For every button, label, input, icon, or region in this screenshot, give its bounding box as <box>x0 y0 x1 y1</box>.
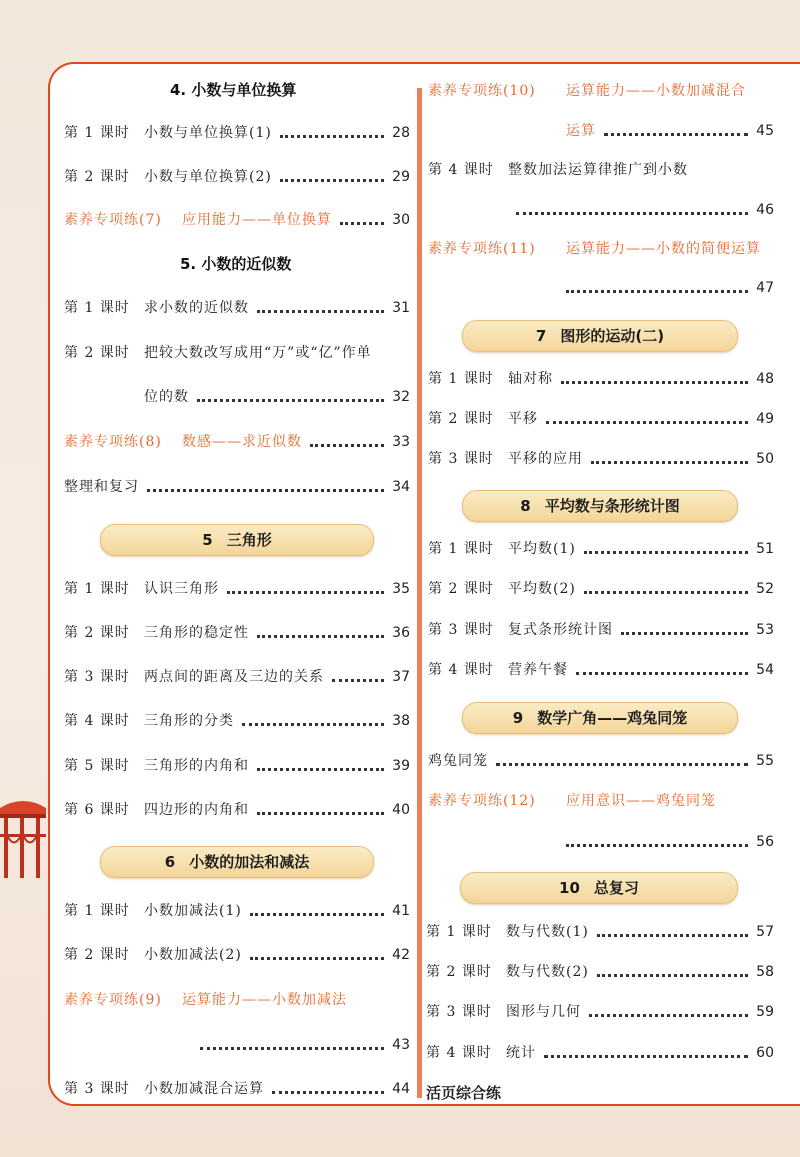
toc-entry-continued[interactable] <box>566 275 774 301</box>
lesson-label: 第 1 课时 <box>428 371 494 387</box>
toc-entry[interactable] <box>64 898 410 924</box>
page-number: 54 <box>756 662 774 678</box>
special-label: 素养专项练(10) <box>428 83 536 99</box>
lesson-label: 第 1 课时 <box>64 581 130 597</box>
dot-leader <box>591 461 748 464</box>
page-number: 58 <box>756 964 774 980</box>
pavilion-decoration-icon <box>0 790 46 880</box>
toc-entry-special[interactable] <box>428 78 774 104</box>
dot-leader <box>250 913 384 916</box>
lesson-label: 第 3 课时 <box>426 1004 492 1020</box>
entry-title: 运算能力——小数加减法 <box>182 992 347 1008</box>
dot-leader <box>280 135 384 138</box>
dot-leader <box>566 290 748 293</box>
chapter-banner-10 <box>460 872 738 904</box>
entry-title: 鸡兔同笼 <box>428 753 488 769</box>
chapter-title: 总复习 <box>593 879 639 897</box>
page-number: 44 <box>392 1081 410 1097</box>
toc-entry[interactable] <box>428 446 774 472</box>
lesson-label: 第 3 课时 <box>428 622 494 638</box>
chapter-number: 5 <box>202 531 213 549</box>
page-number: 29 <box>392 169 410 185</box>
toc-entry[interactable] <box>64 340 410 366</box>
toc-entry[interactable] <box>428 536 774 562</box>
dot-leader <box>257 310 384 313</box>
page-number: 48 <box>756 371 774 387</box>
toc-entry[interactable] <box>64 474 410 500</box>
toc-entry[interactable] <box>64 295 410 321</box>
chapter-banner-5 <box>100 524 374 556</box>
page-number: 55 <box>756 753 774 769</box>
entry-title: 把较大数改写成用“万”或“亿”作单 <box>144 345 372 361</box>
special-label: 素养专项练(7) <box>64 212 162 228</box>
dot-leader <box>621 632 748 635</box>
dot-leader <box>566 844 748 847</box>
special-label: 素养专项练(8) <box>64 434 162 450</box>
footer-section-title[interactable]: 活页综合练 <box>426 1084 502 1102</box>
dot-leader <box>250 957 384 960</box>
entry-title: 统计 <box>506 1045 536 1061</box>
page-number: 52 <box>756 581 774 597</box>
entry-title: 整数加法运算律推广到小数 <box>508 162 688 178</box>
toc-entry[interactable] <box>64 753 410 779</box>
dot-leader <box>496 763 748 766</box>
entry-title: 平移的应用 <box>508 451 583 467</box>
toc-entry[interactable] <box>428 406 774 432</box>
toc-entry[interactable] <box>426 1040 774 1066</box>
page-number: 53 <box>756 622 774 638</box>
lesson-label: 第 3 课时 <box>428 451 494 467</box>
entry-title: 小数与单位换算(2) <box>144 169 272 185</box>
page-number: 46 <box>756 202 774 218</box>
page-number: 40 <box>392 802 410 818</box>
chapter-banner-6 <box>100 846 374 878</box>
entry-title: 运算能力——小数的简便运算 <box>566 241 761 257</box>
chapter-number: 6 <box>164 853 176 871</box>
page-number: 36 <box>392 625 410 641</box>
toc-entry[interactable] <box>426 999 774 1025</box>
column-divider <box>417 88 422 1098</box>
entry-title: 数感——求近似数 <box>182 434 302 450</box>
entry-title: 认识三角形 <box>144 581 219 597</box>
entry-title: 数与代数(2) <box>506 964 589 980</box>
entry-title: 数与代数(1) <box>506 924 589 940</box>
toc-entry[interactable] <box>64 1076 410 1102</box>
lesson-label: 第 2 课时 <box>64 947 130 963</box>
page-number: 47 <box>756 280 774 296</box>
dot-leader <box>604 133 748 136</box>
chapter-banner-9 <box>462 702 738 734</box>
lesson-label: 第 5 课时 <box>64 758 130 774</box>
entry-title: 位的数 <box>144 389 189 405</box>
entry-title: 营养午餐 <box>508 662 568 678</box>
toc-entry[interactable] <box>64 620 410 646</box>
page-number: 37 <box>392 669 410 685</box>
lesson-label: 第 4 课时 <box>428 662 494 678</box>
special-label: 素养专项练(12) <box>428 793 536 809</box>
entry-title: 平均数(2) <box>508 581 576 597</box>
chapter-number: 9 <box>512 709 524 727</box>
toc-entry-continued[interactable] <box>516 197 774 223</box>
entry-title: 复式条形统计图 <box>508 622 613 638</box>
toc-entry-special[interactable] <box>64 207 410 233</box>
toc-entry[interactable] <box>64 120 410 146</box>
dot-leader <box>197 399 384 402</box>
special-label: 素养专项练(11) <box>428 241 536 257</box>
toc-entry[interactable] <box>428 748 774 774</box>
chapter-title: 小数的加法和减法 <box>189 853 310 871</box>
dot-leader <box>200 1047 384 1050</box>
page-number: 41 <box>392 903 410 919</box>
dot-leader <box>310 444 384 447</box>
entry-title: 小数加减法(1) <box>144 903 242 919</box>
toc-entry[interactable] <box>428 366 774 392</box>
lesson-label: 第 3 课时 <box>64 669 130 685</box>
dot-leader <box>589 1014 748 1017</box>
toc-entry-special[interactable] <box>64 429 410 455</box>
lesson-label: 第 1 课时 <box>64 903 130 919</box>
dot-leader <box>272 1091 384 1094</box>
toc-entry[interactable] <box>64 164 410 190</box>
page-number: 59 <box>756 1004 774 1020</box>
dot-leader <box>544 1055 748 1058</box>
toc-entry[interactable] <box>428 576 774 602</box>
entry-title: 轴对称 <box>508 371 553 387</box>
lesson-label: 第 1 课时 <box>64 125 130 141</box>
dot-leader <box>546 421 748 424</box>
dot-leader <box>576 672 748 675</box>
page-number: 57 <box>756 924 774 940</box>
toc-entry[interactable] <box>426 959 774 985</box>
chapter-title: 数学广角——鸡兔同笼 <box>537 709 688 727</box>
dot-leader <box>257 812 384 815</box>
lesson-label: 第 2 课时 <box>64 625 130 641</box>
toc-entry[interactable] <box>428 157 774 183</box>
dot-leader <box>584 591 748 594</box>
toc-entry-special[interactable] <box>64 987 410 1013</box>
page-number: 33 <box>392 434 410 450</box>
chapter-title: 三角形 <box>226 531 272 549</box>
lesson-label: 第 4 课时 <box>426 1045 492 1061</box>
entry-title: 三角形的稳定性 <box>144 625 249 641</box>
chapter-title: 平均数与条形统计图 <box>544 497 680 515</box>
entry-title: 两点间的距离及三边的关系 <box>144 669 324 685</box>
page-number: 30 <box>392 212 410 228</box>
lesson-label: 第 4 课时 <box>428 162 494 178</box>
page-number: 31 <box>392 300 410 316</box>
chapter-number: 8 <box>520 497 531 515</box>
chapter-banner-7 <box>462 320 738 352</box>
page-number: 45 <box>756 123 774 139</box>
dot-leader <box>280 179 384 182</box>
lesson-label: 第 1 课时 <box>426 924 492 940</box>
entry-title: 图形与几何 <box>506 1004 581 1020</box>
dot-leader <box>340 222 384 225</box>
entry-title: 求小数的近似数 <box>144 300 249 316</box>
page-number: 49 <box>756 411 774 427</box>
lesson-label: 第 4 课时 <box>64 713 130 729</box>
entry-title: 应用意识——鸡兔同笼 <box>566 793 716 809</box>
lesson-label: 第 6 课时 <box>64 802 130 818</box>
page-number: 50 <box>756 451 774 467</box>
entry-title: 应用能力——单位换算 <box>182 212 332 228</box>
dot-leader <box>147 489 384 492</box>
dot-leader <box>584 551 748 554</box>
toc-entry[interactable] <box>64 664 410 690</box>
toc-entry[interactable] <box>64 942 410 968</box>
entry-title: 运算能力——小数加减混合 <box>566 83 746 99</box>
dot-leader <box>242 723 384 726</box>
lesson-label: 第 3 课时 <box>64 1081 130 1097</box>
page-number: 42 <box>392 947 410 963</box>
toc-entry[interactable] <box>428 657 774 683</box>
toc-entry-special[interactable] <box>428 236 774 262</box>
page-number: 28 <box>392 125 410 141</box>
entry-title: 四边形的内角和 <box>144 802 249 818</box>
entry-title: 三角形的内角和 <box>144 758 249 774</box>
page-number: 60 <box>756 1045 774 1061</box>
section-heading-5: 5. 小数的近似数 <box>180 255 292 273</box>
page-number: 56 <box>756 834 774 850</box>
lesson-label: 第 2 课时 <box>426 964 492 980</box>
toc-entry-continued[interactable] <box>566 118 774 144</box>
toc-entry-continued[interactable] <box>200 1032 410 1058</box>
toc-entry[interactable] <box>64 797 410 823</box>
lesson-label: 第 2 课时 <box>428 411 494 427</box>
toc-entry-special[interactable] <box>428 788 774 814</box>
page-number: 38 <box>392 713 410 729</box>
chapter-title: 图形的运动(二) <box>560 327 665 345</box>
dot-leader <box>332 679 384 682</box>
chapter-number: 10 <box>559 879 580 897</box>
lesson-label: 第 2 课时 <box>64 169 130 185</box>
toc-entry-continued[interactable] <box>566 829 774 855</box>
entry-title: 整理和复习 <box>64 479 139 495</box>
toc-entry[interactable] <box>64 708 410 734</box>
entry-title: 平移 <box>508 411 538 427</box>
entry-title: 小数与单位换算(1) <box>144 125 272 141</box>
page-number: 43 <box>392 1037 410 1053</box>
entry-title: 小数加减法(2) <box>144 947 242 963</box>
lesson-label: 第 2 课时 <box>64 345 130 361</box>
dot-leader <box>597 934 748 937</box>
dot-leader <box>561 381 748 384</box>
toc-entry[interactable] <box>64 576 410 602</box>
entry-title: 小数加减混合运算 <box>144 1081 264 1097</box>
dot-leader <box>516 212 748 215</box>
toc-entry-continued[interactable] <box>144 384 410 410</box>
entry-title: 平均数(1) <box>508 541 576 557</box>
lesson-label: 第 1 课时 <box>64 300 130 316</box>
dot-leader <box>257 768 384 771</box>
lesson-label: 第 1 课时 <box>428 541 494 557</box>
dot-leader <box>257 635 384 638</box>
toc-entry[interactable] <box>428 617 774 643</box>
toc-entry[interactable] <box>426 919 774 945</box>
page-number: 39 <box>392 758 410 774</box>
entry-title: 三角形的分类 <box>144 713 234 729</box>
chapter-banner-8 <box>462 490 738 522</box>
page-number: 34 <box>392 479 410 495</box>
page-number: 35 <box>392 581 410 597</box>
dot-leader <box>227 591 384 594</box>
chapter-number: 7 <box>535 327 547 345</box>
lesson-label: 第 2 课时 <box>428 581 494 597</box>
entry-title: 运算 <box>566 123 596 139</box>
page-number: 32 <box>392 389 410 405</box>
page-number: 51 <box>756 541 774 557</box>
section-heading-4: 4. 小数与单位换算 <box>170 81 297 99</box>
dot-leader <box>597 974 748 977</box>
special-label: 素养专项练(9) <box>64 992 162 1008</box>
